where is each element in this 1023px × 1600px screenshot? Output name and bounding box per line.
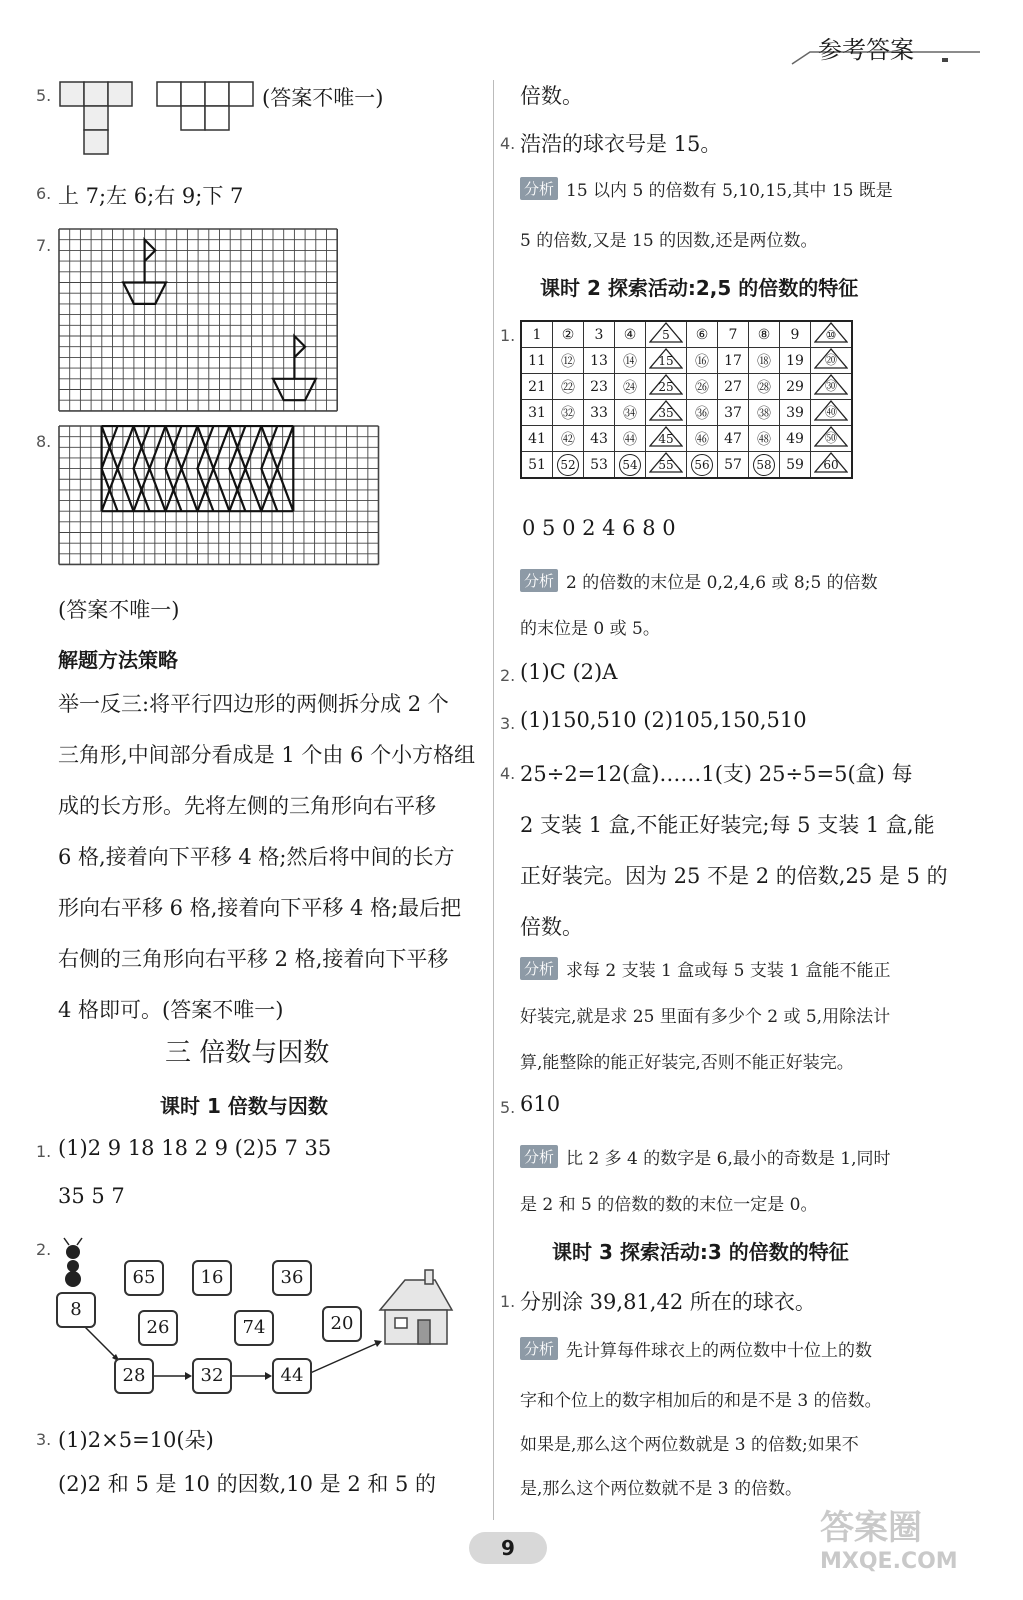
table-cell: ㉒ (553, 374, 584, 400)
r-q3-text: (1)150,510 (2)105,150,510 (520, 708, 807, 732)
maze-figure (40, 1230, 480, 1400)
table-cell: 56 (687, 452, 718, 479)
q8-number: 8. (36, 432, 52, 451)
analysis-line: 5 的倍数,又是 15 的因数,还是两位数。 (520, 231, 818, 251)
answer-line: 2 支装 1 盒,不能正好装完;每 5 支装 1 盒,能 (520, 813, 935, 837)
strategy-title: 解题方法策略 (58, 648, 178, 672)
digits-answer: 0 5 0 2 4 6 8 0 (522, 516, 676, 540)
analysis-line: 是 2 和 5 的倍数的数的末位一定是 0。 (520, 1195, 818, 1215)
column-divider (493, 80, 494, 1520)
table-cell: ㉞ (615, 400, 646, 426)
strategy-text (58, 688, 475, 1045)
strategy-line: 右侧的三角形向右平移 2 格,接着向下平移 (58, 947, 449, 971)
maze-box: 44 (272, 1358, 312, 1394)
q6-text: 上 7;左 6;右 9;下 7 (58, 184, 244, 208)
r-q4-analysis (520, 176, 893, 201)
table-cell: 53 (584, 452, 615, 479)
l1q1-line2: 35 5 7 (58, 1184, 125, 1208)
l1q2-number: 2. (36, 1240, 52, 1259)
r-q5-number: 5. (500, 1098, 516, 1117)
table-cell: 5 (646, 321, 687, 348)
table-cell: ㉚ (811, 374, 853, 400)
strategy-line: 三角形,中间部分看成是 1 个由 6 个小方格组 (58, 743, 476, 767)
table-cell: 31 (521, 400, 553, 426)
ant-icon (64, 1238, 82, 1287)
q5-figure-a (58, 80, 138, 160)
strategy-line: 举一反三:将平行四边形的两侧拆分成 2 个 (58, 692, 449, 716)
table-cell: 15 (646, 348, 687, 374)
q7-grid (58, 228, 338, 413)
l3-analysis (520, 1336, 872, 1361)
answer-line: 正好装完。因为 25 不是 2 的倍数,25 是 5 的 (520, 864, 948, 888)
table-cell: ② (553, 321, 584, 348)
r-q2-number: 2. (500, 666, 516, 685)
page-header (790, 30, 990, 70)
table-cell: 19 (780, 348, 811, 374)
q8-grid (58, 425, 380, 567)
table-cell: ⑧ (749, 321, 780, 348)
table-cell: ㊻ (687, 426, 718, 452)
analysis-line: 求每 2 支装 1 盒或每 5 支装 1 盒能不能正 (566, 961, 891, 981)
answer-line: 25÷2=12(盒)……1(支) 25÷5=5(盒) 每 (520, 762, 913, 786)
table-cell: 11 (521, 348, 553, 374)
l1q1-number: 1. (36, 1142, 52, 1161)
table-cell: ④ (615, 321, 646, 348)
table-cell: 45 (646, 426, 687, 452)
table-cell: 7 (718, 321, 749, 348)
number-table (520, 320, 853, 479)
table-cell: 35 (646, 400, 687, 426)
table-row (521, 452, 852, 479)
l1q3-number: 3. (36, 1430, 52, 1449)
table-cell: 3 (584, 321, 615, 348)
q6-number: 6. (36, 184, 52, 203)
r-q5-analysis (520, 1144, 891, 1169)
table-cell: ⑩ (811, 321, 853, 348)
analysis-line: 2 的倍数的末位是 0,2,4,6 或 8;5 的倍数 (566, 573, 878, 593)
r-q4b-text (520, 758, 948, 962)
analysis-line: 先计算每件球衣上的两位数中十位上的数 (566, 1341, 873, 1361)
house-icon (380, 1270, 452, 1344)
analysis-line: 的末位是 0 或 5。 (520, 619, 660, 639)
l1q3-line1: (1)2×5=10(朵) (58, 1428, 214, 1452)
maze-box: 65 (124, 1260, 164, 1296)
page-number: 9 (469, 1532, 547, 1564)
analysis-line: 是,那么这个两位数就不是 3 的倍数。 (520, 1479, 803, 1499)
cont-text: 倍数。 (520, 84, 583, 108)
l2-analysis (520, 568, 878, 593)
l1q1-line1: (1)2 9 18 18 2 9 (2)5 7 35 (58, 1136, 332, 1160)
table-cell: 13 (584, 348, 615, 374)
table-cell: 49 (780, 426, 811, 452)
analysis-line: 算,能整除的能正好装完,否则不能正好装完。 (520, 1053, 854, 1073)
table-cell: ⑥ (687, 321, 718, 348)
table-cell: 57 (718, 452, 749, 479)
analysis-tag: 分析 (520, 1337, 558, 1360)
r-q4-number: 4. (500, 134, 516, 153)
table-cell: ㉜ (553, 400, 584, 426)
table-cell: 60 (811, 452, 853, 479)
strategy-line: 4 格即可。(答案不唯一) (58, 998, 284, 1022)
analysis-tag: 分析 (520, 1145, 558, 1168)
lesson2-title: 课时 2 探索活动:2,5 的倍数的特征 (540, 276, 859, 300)
table-cell: 9 (780, 321, 811, 348)
q5-note: (答案不唯一) (262, 86, 384, 110)
q7-number: 7. (36, 236, 52, 255)
analysis-tag: 分析 (520, 957, 558, 980)
table-row (521, 400, 852, 426)
q8-note: (答案不唯一) (58, 598, 180, 622)
r-q3-number: 3. (500, 714, 516, 733)
unit-title: 三 倍数与因数 (165, 1038, 330, 1068)
table-cell: 33 (584, 400, 615, 426)
strategy-line: 成的长方形。先将左侧的三角形向右平移 (58, 794, 436, 818)
watermark-logo: 答案圈 MXQE.COM (820, 1508, 958, 1574)
table-cell: 47 (718, 426, 749, 452)
table-cell: ㊽ (749, 426, 780, 452)
maze-box: 20 (322, 1306, 362, 1342)
table-cell: ㊹ (615, 426, 646, 452)
table-row (521, 348, 852, 374)
q5-figure-b (155, 80, 260, 136)
table-cell: 23 (584, 374, 615, 400)
r-q4b-analysis (520, 956, 891, 981)
table-cell: ⑯ (687, 348, 718, 374)
r-q4b-number: 4. (500, 764, 516, 783)
maze-box: 36 (272, 1260, 312, 1296)
table-cell: 1 (521, 321, 553, 348)
table-cell: 43 (584, 426, 615, 452)
table-cell: ⑭ (615, 348, 646, 374)
table-cell: ㊳ (749, 400, 780, 426)
table-cell: 55 (646, 452, 687, 479)
maze-box: 16 (192, 1260, 232, 1296)
l1q3-line2: (2)2 和 5 是 10 的因数,10 是 2 和 5 的 (58, 1472, 437, 1496)
table-cell: ⑱ (749, 348, 780, 374)
maze-box: 28 (114, 1358, 154, 1394)
table-row (521, 374, 852, 400)
table-cell: ㊵ (811, 400, 853, 426)
maze-box: 26 (138, 1310, 178, 1346)
table-cell: ㉘ (749, 374, 780, 400)
table-cell: 58 (749, 452, 780, 479)
table-row (521, 321, 852, 348)
table-cell: ⑳ (811, 348, 853, 374)
analysis-line: 比 2 多 4 的数字是 6,最小的奇数是 1,同时 (566, 1149, 891, 1169)
r-q4-text: 浩浩的球衣号是 15。 (520, 132, 722, 156)
table-cell: ㊿ (811, 426, 853, 452)
table-cell: ㉖ (687, 374, 718, 400)
lesson1-title: 课时 1 倍数与因数 (160, 1094, 328, 1118)
table-cell: 51 (521, 452, 553, 479)
maze-box: 8 (56, 1292, 96, 1328)
header-title: 参考答案 (818, 36, 914, 64)
table-cell: ㊱ (687, 400, 718, 426)
table-cell: 54 (615, 452, 646, 479)
table-cell: 37 (718, 400, 749, 426)
table-cell: 25 (646, 374, 687, 400)
analysis-line: 如果是,那么这个两位数就是 3 的倍数;如果不 (520, 1435, 859, 1455)
maze-box: 32 (192, 1358, 232, 1394)
analysis-line: 字和个位上的数字相加后的和是不是 3 的倍数。 (520, 1391, 882, 1411)
r-q2-text: (1)C (2)A (520, 660, 618, 684)
table-cell: 27 (718, 374, 749, 400)
table-cell: ㊷ (553, 426, 584, 452)
analysis-tag: 分析 (520, 177, 558, 200)
l3q1-text: 分别涂 39,81,42 所在的球衣。 (520, 1290, 816, 1314)
strategy-line: 形向右平移 6 格,接着向下平移 4 格;最后把 (58, 896, 462, 920)
strategy-line: 6 格,接着向下平移 4 格;然后将中间的长方 (58, 845, 455, 869)
lesson3-title: 课时 3 探索活动:3 的倍数的特征 (552, 1240, 849, 1264)
table-cell: ⑫ (553, 348, 584, 374)
table-row (521, 426, 852, 452)
table-cell: 17 (718, 348, 749, 374)
table-cell: 29 (780, 374, 811, 400)
analysis-line: 15 以内 5 的倍数有 5,10,15,其中 15 既是 (566, 181, 893, 201)
answer-line: 倍数。 (520, 915, 583, 939)
table-cell: ㉔ (615, 374, 646, 400)
table-cell: 52 (553, 452, 584, 479)
table-cell: 21 (521, 374, 553, 400)
table-cell: 41 (521, 426, 553, 452)
l3q1-number: 1. (500, 1292, 516, 1311)
r-q5-text: 610 (520, 1092, 561, 1116)
maze-box: 74 (234, 1310, 274, 1346)
l2q1-number: 1. (500, 326, 516, 345)
table-cell: 39 (780, 400, 811, 426)
analysis-tag: 分析 (520, 569, 558, 592)
table-cell: 59 (780, 452, 811, 479)
q5-number: 5. (36, 86, 52, 105)
analysis-line: 好装完,就是求 25 里面有多少个 2 或 5,用除法计 (520, 1007, 891, 1027)
